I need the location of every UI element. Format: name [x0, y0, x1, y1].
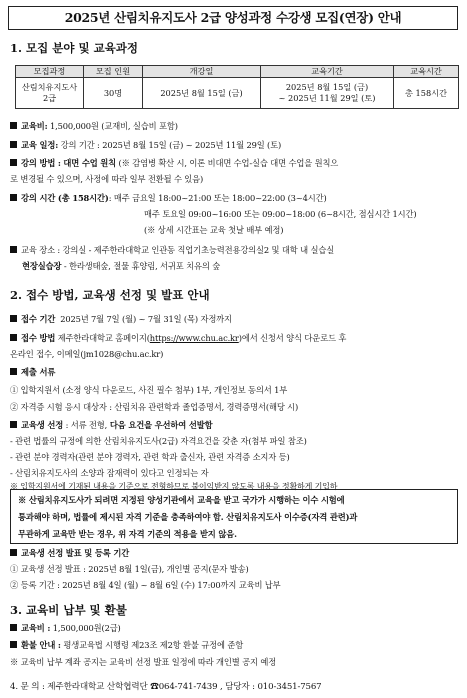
- selection-line: 교육생 선정 : 서류 전형, 다음 요건을 우선하여 선발함: [10, 419, 212, 431]
- apply-method-line: 접수 방법 제주한라대학교 홈페이지(https://www.chu.ac.kr)에서 신청서 양식 다운로드 후: [10, 332, 346, 344]
- notice-line-1: ※ 산림치유지도사가 되려면 지정된 양성기관에서 교육을 받고 국가가 시행하는 이수 시험에: [18, 495, 345, 505]
- bullet-icon: [10, 122, 17, 129]
- fee-line: 교육비: 1,500,000원 (교재비, 실습비 포함): [10, 120, 178, 132]
- table-header: 모집과정: [16, 66, 84, 78]
- announce-heading: 교육생 선정 발표 및 등록 기간: [10, 547, 129, 559]
- table-cell-start: 2025년 8월 15일 (금): [143, 78, 261, 109]
- time-line: 강의 시간 (총 158시간): 매주 금요일 18:00~21:00 또는 18:00~22:00 (3~4시간): [10, 192, 327, 204]
- table-header: 교육기간: [261, 66, 394, 78]
- place-line: 교육 장소 : 강의실 - 제주한라대학교 인관동 직업기초능력전용강의실2 및 대학 내 실습실: [10, 244, 334, 256]
- fee-line-2: 교육비 : 1,500,000원(2급): [10, 622, 121, 634]
- docs-heading: 제출 서류: [10, 366, 55, 378]
- course-table: [15, 65, 459, 109]
- announce-item-2: ② 등록 기간 : 2025년 8월 4일 (월) ~ 8월 6일 (수) 17:00까지 교육비 납부: [10, 580, 281, 590]
- section-3-heading: 3. 교육비 납부 및 환불: [10, 603, 127, 617]
- apply-method-line-2: 온라인 접수, 이메일(jm1028@chu.ac.kr): [10, 349, 164, 359]
- field-line: 현장실습장 - 한라생태숲, 절물 휴양림, 서귀포 치유의 숲: [22, 261, 221, 271]
- bullet-icon: [10, 368, 17, 375]
- time-line-3: (※ 상세 시간표는 교육 첫날 배부 예정): [144, 225, 284, 235]
- requirement-3: - 산림치유지도사의 소양과 잠재력이 있다고 인정되는 자: [10, 468, 209, 478]
- time-line-2: 매주 토요일 09:00~16:00 또는 09:00~18:00 (6~8시간, 점심시간 1시간): [144, 209, 417, 219]
- homepage-link[interactable]: https://www.chu.ac.kr: [149, 333, 239, 343]
- notice-box: [10, 489, 458, 544]
- apply-period-line: 접수 기간 2025년 7월 7일 (월) ~ 7월 31일 (목) 자정까지: [10, 313, 232, 325]
- table-header: 교육시간: [394, 66, 459, 78]
- announce-item-1: ① 교육생 선정 발표 : 2025년 8월 1일(금), 개인별 공지(문자 발송): [10, 564, 249, 574]
- bullet-icon: [10, 141, 17, 148]
- section-1-heading: 1. 모집 분야 및 교육과정: [10, 41, 138, 55]
- bullet-icon: [10, 246, 17, 253]
- note-line-1: ※ 입학지원서에 기재된 내용을 기준으로 전형하므로 불이익받지 않도록 내용을 정확하게 기입하: [10, 482, 338, 491]
- notice-line-2: 통과해야 하며, 법률에 제시된 자격 기준을 충족하여야 함. 산림치유지도사 이수증(자격 관련)과: [18, 512, 358, 522]
- bullet-icon: [10, 315, 17, 322]
- page-title: 2025년 산림치유지도사 2급 양성과정 수강생 모집(연장) 안내: [8, 6, 458, 30]
- table-cell-course: 산림치유지도사 2급: [16, 78, 84, 109]
- notice-line-3: 무관하게 교육만 받는 경우, 위 자격 기준의 적용을 받지 않음.: [18, 529, 237, 539]
- refund-line: 환불 안내 : 평생교육법 시행령 제23조 제2항 환불 규정에 준함: [10, 639, 243, 651]
- bullet-icon: [10, 421, 17, 428]
- payment-note: ※ 교육비 납부 계좌 공지는 교육비 선정 발표 일정에 따라 개인별 공지 예정: [10, 657, 277, 667]
- requirement-2: - 관련 분야 경력자(관련 분야 경력자, 관련 학과 출신자, 관련 자격증 소지자 등): [10, 452, 290, 462]
- bullet-icon: [10, 641, 17, 648]
- table-header-row: [16, 66, 459, 78]
- section-2-heading: 2. 접수 방법, 교육생 선정 및 발표 안내: [10, 288, 210, 302]
- table-cell-hours: 총 158시간: [394, 78, 459, 109]
- bullet-icon: [10, 334, 17, 341]
- table-header: 개강일: [143, 66, 261, 78]
- docs-item-2: ② 자격증 시험 응시 대상자 : 산림치유 관련학과 졸업증명서, 경력증명서(해당 시): [10, 402, 299, 412]
- method-line-2: 로 변경될 수 있으며, 사정에 따라 일부 전환될 수 있음): [10, 174, 204, 184]
- requirement-1: - 관련 법률의 규정에 의한 산림치유지도사(2급) 자격요건을 갖춘 자(첨부 파일 참조): [10, 436, 307, 446]
- docs-item-1: ① 입학지원서 (소정 양식 다운로드, 사진 필수 첨부) 1부, 개인정보 동의서 1부: [10, 385, 288, 395]
- table-row: [16, 78, 459, 109]
- bullet-icon: [10, 159, 17, 166]
- bullet-icon: [10, 549, 17, 556]
- bullet-icon: [10, 624, 17, 631]
- table-cell-count: 30명: [84, 78, 143, 109]
- table-header: 모집 인원: [84, 66, 143, 78]
- table-cell-period: 2025년 8월 15일 (금) ~ 2025년 11월 29일 (토): [261, 78, 394, 109]
- contact-line: 4. 문 의 : 제주한라대학교 산학협력단 ☎064-741-7439 , 담당자 : 010-3451-7567: [10, 682, 322, 692]
- method-line: 강의 방법 : 대면 수업 원칙 (※ 감염병 확산 시, 이론 비대면 수업-실습 대면 수업을 원칙으: [10, 157, 338, 169]
- bullet-icon: [10, 194, 17, 201]
- schedule-line: 교육 일정: 강의 기간 : 2025년 8월 15일 (금) ~ 2025년 11월 29일 (토): [10, 139, 281, 151]
